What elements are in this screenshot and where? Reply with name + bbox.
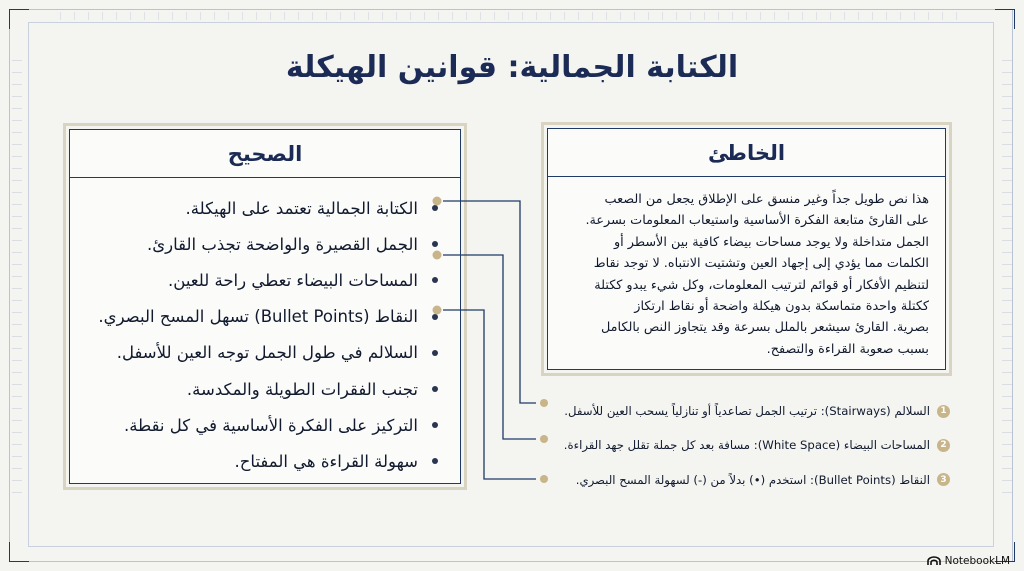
- bullet-icon: [432, 422, 438, 428]
- note-text: النقاط (Bullet Points): استخدم (•) بدلاً من (-) لسهولة المسح البصري.: [575, 472, 930, 487]
- list-item: [78, 299, 438, 335]
- note-item: [540, 394, 950, 428]
- paragraph-line: هذا نص طويل جداً وغير منسق على الإطلاق يجعل من الصعب: [604, 192, 929, 207]
- bullet-icon: [432, 350, 438, 356]
- wrong-panel: [547, 128, 946, 370]
- list-item-text: النقاط (Bullet Points) تسهل المسح البصري.: [98, 307, 418, 327]
- ruler-decoration: [1002, 60, 1012, 500]
- list-item-text: المساحات البيضاء تعطي راحة للعين.: [168, 270, 418, 290]
- note-number-badge: 1: [937, 405, 950, 418]
- list-item-text: سهولة القراءة هي المفتاح.: [234, 451, 418, 471]
- paragraph-line: على القارئ متابعة الفكرة الأساسية واستيعاب المعلومات بسرعة.: [585, 213, 929, 229]
- notebooklm-logo-icon: [927, 556, 941, 566]
- paragraph-line: بسبب صعوبة القراءة والتصفح.: [766, 341, 929, 357]
- brand-name: NotebookLM: [944, 555, 1010, 567]
- list-item: [78, 226, 438, 262]
- note-text: المساحات البيضاء (White Space): مسافة بعد كل جملة تقلل جهد القراءة.: [563, 438, 930, 453]
- list-item: [78, 443, 438, 479]
- list-item: [78, 262, 438, 298]
- paragraph-line: الجمل متداخلة ولا يوجد مساحات بيضاء كافية بين الأسطر أو: [613, 234, 929, 250]
- brand-watermark: [927, 555, 1010, 567]
- list-item-text: السلالم في طول الجمل توجه العين للأسفل.: [116, 343, 418, 363]
- paragraph-line: بصرية. القارئ سيشعر بالملل بسرعة وقد يتجاوز النص بالكامل: [600, 320, 929, 336]
- list-item: [78, 190, 438, 226]
- list-item: [78, 335, 438, 371]
- wrong-heading: الخاطئ: [548, 129, 945, 177]
- note-item: [540, 463, 950, 497]
- list-item: [78, 407, 438, 443]
- corner-mark: [9, 542, 29, 562]
- note-number-badge: 3: [937, 473, 950, 486]
- list-item-text: تجنب الفقرات الطويلة والمكدسة.: [186, 379, 418, 399]
- ruler-decoration: [60, 12, 960, 20]
- corner-mark: [995, 9, 1015, 29]
- note-item: [540, 428, 950, 462]
- list-item-text: الكتابة الجمالية تعتمد على الهيكلة.: [185, 198, 418, 218]
- list-item-text: التركيز على الفكرة الأساسية في كل نقطة.: [123, 415, 418, 435]
- note-number-badge: 2: [937, 439, 950, 452]
- wrong-paragraph: [564, 189, 929, 360]
- correct-panel: [69, 129, 461, 484]
- paragraph-line: الكلمات مما يؤدي إلى إجهاد العين وتشتيت الانتباه. لا توجد نقاط: [593, 256, 929, 272]
- bullet-icon: [432, 277, 438, 283]
- corner-mark: [9, 9, 29, 29]
- bullet-icon: [432, 314, 438, 320]
- correct-heading: الصحيح: [70, 130, 460, 178]
- list-item-text: الجمل القصيرة والواضحة تجذب القارئ.: [146, 234, 418, 254]
- page-title: الكتابة الجمالية: قوانين الهيكلة: [285, 50, 739, 85]
- bullet-icon: [432, 205, 438, 211]
- paragraph-line: ككتلة واحدة متماسكة بدون هيكلة واضحة أو نقاط ارتكاز: [634, 299, 929, 315]
- notes-list: [540, 394, 950, 497]
- paragraph-line: لتنظيم الأفكار أو قوائم لترتيب المعلومات، وكل شيء يبدو ككتلة: [594, 277, 929, 293]
- list-item: [78, 371, 438, 407]
- bullet-icon: [432, 386, 438, 392]
- correct-list: [78, 190, 438, 480]
- bullet-icon: [432, 241, 438, 247]
- ruler-decoration: [12, 60, 22, 500]
- bullet-icon: [432, 458, 438, 464]
- note-text: السلالم (Stairways): ترتيب الجمل تصاعدياً أو تنازلياً يسحب العين للأسفل.: [564, 404, 930, 419]
